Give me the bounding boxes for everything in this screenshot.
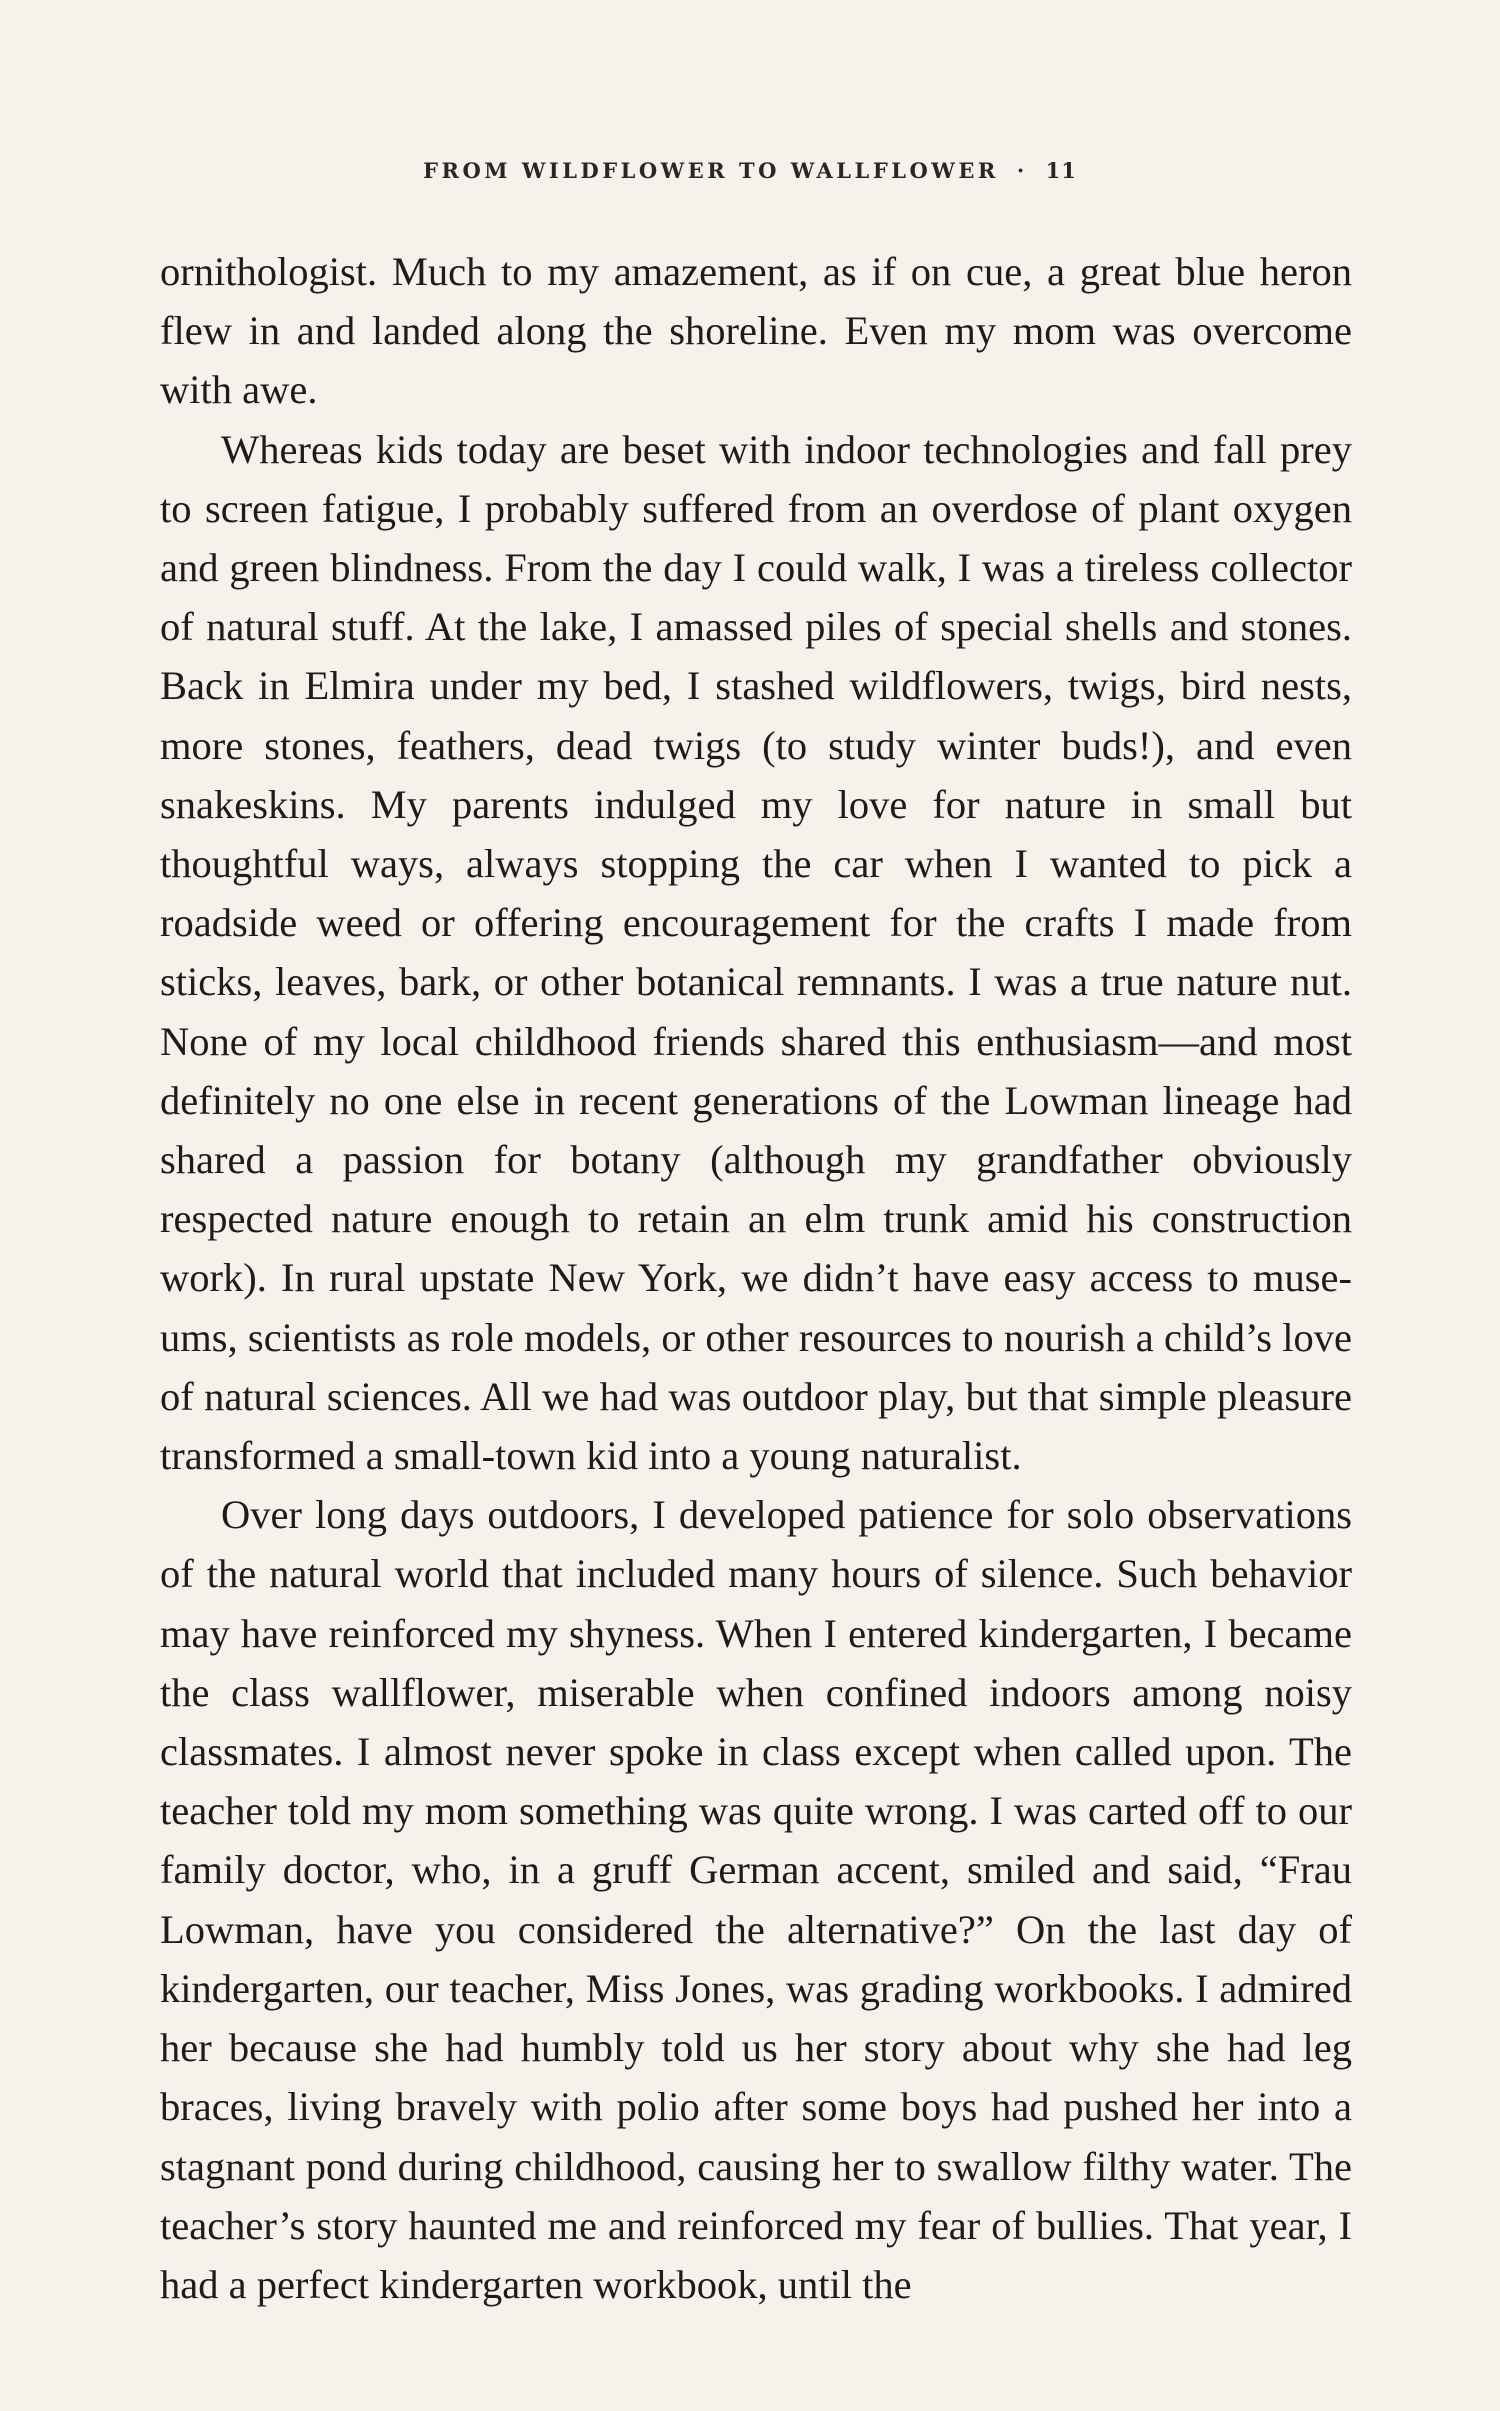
- running-title: FROM WILDFLOWER TO WALLFLOWER: [423, 158, 999, 183]
- header-separator: ·: [1016, 158, 1028, 183]
- running-head: [0, 158, 1500, 183]
- body-text: [160, 242, 1352, 2314]
- page-number: 11: [1045, 158, 1077, 183]
- paragraph-continuation: ornithologist. Much to my amazement, as if on cue, a great blue heron flew in and landed along the shoreline. Even my mom was overcome with awe.: [160, 249, 1352, 413]
- paragraph: Over long days outdoors, I developed patience for solo observations of the natural world that included many hours of silence. Such behavior may have reinforced my shyness. When I entered kindergarten, I became the class wallflower, miserable when confined indoors among noisy classmates. I almost never spoke in class except when called upon. The teacher told my mom something was quite wrong. I was carted off to our family doctor, who, in a gruff German accent, smiled and said, “Frau Lowman, have you considered the alternative?” On the last day of kindergarten, our teacher, Miss Jones, was grading workbooks. I admired her because she had humbly told us her story about why she had leg braces, living bravely with polio after some boys had pushed her into a stagnant pond during childhood, causing her to swallow filthy water. The teacher’s story haunted me and reinforced my fear of bullies. That year, I had a perfect kindergarten workbook, until the: [160, 1492, 1352, 2307]
- paragraph: Whereas kids today are beset with indoor technologies and fall prey to screen fatigue, I probably suffered from an overdose of plant oxygen and green blindness. From the day I could walk, I was a tireless collector of natural stuff. At the lake, I amassed piles of special shells and stones. Back in Elmira under my bed, I stashed wildflowers, twigs, bird nests, more stones, feathers, dead twigs (to study winter buds!), and even snakeskins. My parents indulged my love for nature in small but thoughtful ways, always stopping the car when I wanted to pick a roadside weed or offering encouragement for the crafts I made from sticks, leaves, bark, or other botanical remnants. I was a true nature nut. None of my local childhood friends shared this enthusiasm—and most definitely no one else in recent generations of the Lowman lineage had shared a passion for botany (although my grandfather obviously respected nature enough to retain an elm trunk amid his construction work). In rural upstate New York, we didn’t have easy access to museums, scientists as role models, or other resources to nourish a child’s love of natural sciences. All we had was outdoor play, but that simple pleasure transformed a small-town kid into a young naturalist.: [160, 426, 1352, 1479]
